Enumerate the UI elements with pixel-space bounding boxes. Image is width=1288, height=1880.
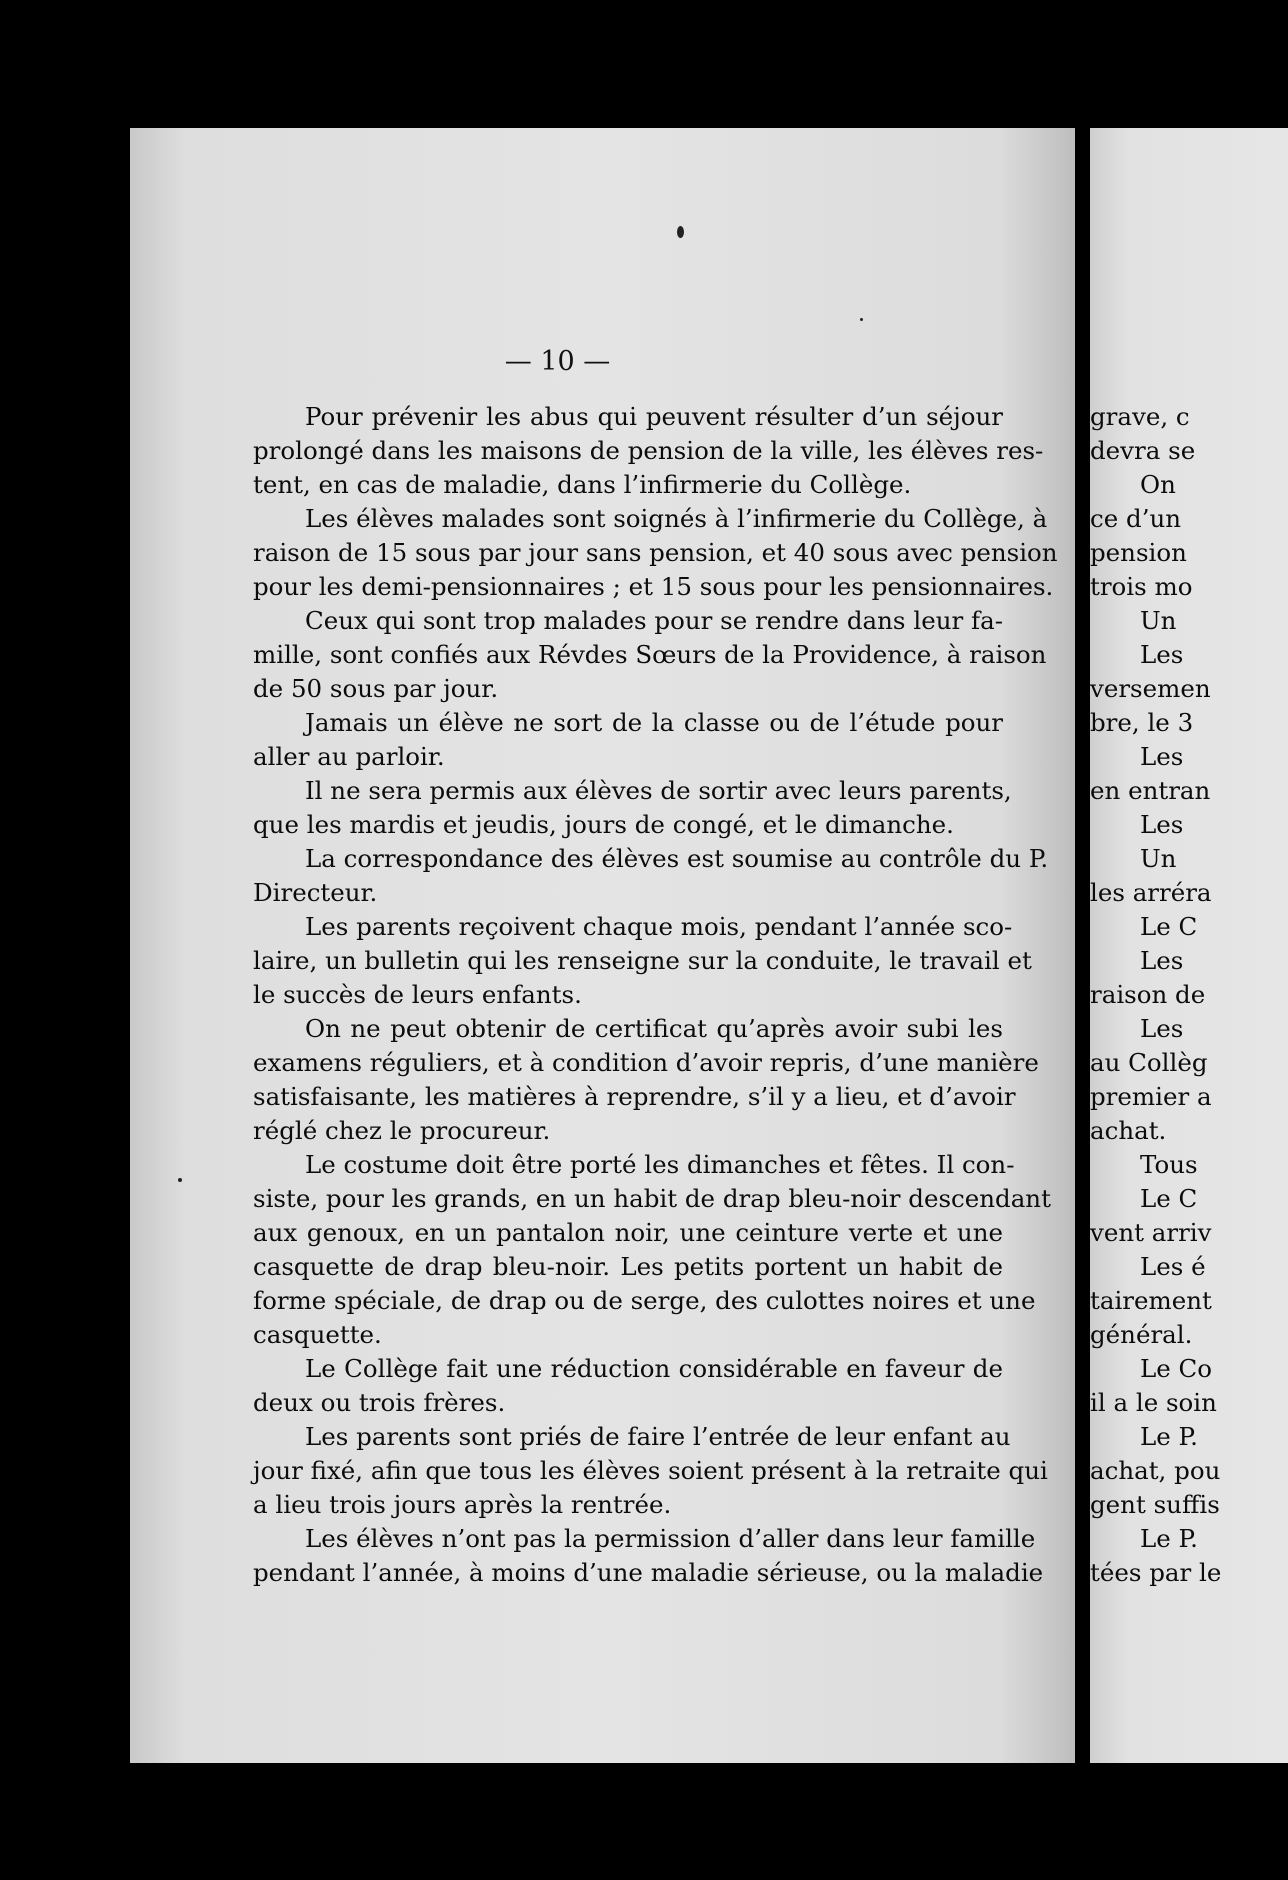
paragraph (253, 1522, 1044, 1590)
right-page-body (1090, 400, 1288, 1590)
text-line: Le P. (1140, 1422, 1198, 1451)
text-line: pendant l’année, à moins d’une maladie sérieuse, ou la maladie (253, 1558, 1044, 1587)
paragraph (253, 604, 1047, 706)
text-line: Les parents sont priés de faire l’entrée de leur enfant au (305, 1422, 1011, 1451)
text-line: aller au parloir. (253, 742, 445, 771)
text-line: au Collèg (1090, 1048, 1208, 1077)
ink-speck (178, 1178, 182, 1182)
text-line: prolongé dans les maisons de pension de la ville, les élèves res- (253, 436, 1044, 465)
text-line: Il ne sera permis aux élèves de sortir avec leurs parents, (305, 776, 1012, 805)
text-line: Le Co (1140, 1354, 1213, 1383)
text-line: Ceux qui sont trop malades pour se rendre dans leur fa- (305, 606, 1003, 635)
text-line: pension (1090, 538, 1187, 567)
text-line: Tous (1140, 1150, 1198, 1179)
paragraph (253, 706, 1003, 774)
text-line: les arréra (1090, 878, 1212, 907)
text-line: Le costume doit être porté les dimanches et fêtes. Il con- (305, 1150, 1015, 1179)
left-page (130, 128, 1075, 1763)
text-line: forme spéciale, de drap ou de serge, des culottes noires et une (253, 1286, 1036, 1315)
text-line: casquette. (253, 1320, 382, 1349)
paragraph (253, 1352, 1003, 1420)
ink-speck (860, 318, 863, 321)
text-line: Les (1140, 1014, 1184, 1043)
text-line: premier a (1090, 1082, 1212, 1111)
text-line: casquette de drap bleu-noir. Les petits portent un habit de (253, 1252, 1003, 1281)
text-line: aux genoux, en un pantalon noir, une ceinture verte et une (253, 1218, 1003, 1247)
text-line: Les (1140, 810, 1184, 839)
text-line: que les mardis et jeudis, jours de congé, et le dimanche. (253, 810, 954, 839)
text-line: Les élèves n’ont pas la permission d’aller dans leur famille (305, 1524, 1036, 1553)
text-line: Les é (1140, 1252, 1206, 1281)
text-line: achat, pou (1090, 1456, 1221, 1485)
text-line: réglé chez le procureur. (253, 1116, 551, 1145)
text-line: Le C (1140, 1184, 1198, 1213)
text-line: Les (1140, 742, 1184, 771)
text-line: deux ou trois frères. (253, 1388, 506, 1417)
text-line: Un (1140, 844, 1177, 873)
text-line: La correspondance des élèves est soumise au contrôle du P. (305, 844, 1049, 873)
text-line: Directeur. (253, 878, 378, 907)
text-line: le succès de leurs enfants. (253, 980, 582, 1009)
text-line: de 50 sous par jour. (253, 674, 499, 703)
text-line: ce d’un (1090, 504, 1182, 533)
paragraph (253, 1420, 1048, 1522)
text-line: en entran (1090, 776, 1211, 805)
text-line: Le Collège fait une réduction considérable en faveur de (305, 1354, 1003, 1383)
text-line: Jamais un élève ne sort de la classe ou de l’étude pour (305, 708, 1003, 737)
text-line: Le P. (1140, 1524, 1198, 1553)
text-line: siste, pour les grands, en un habit de drap bleu-noir descendant (253, 1184, 1051, 1213)
paragraph (253, 910, 1032, 1012)
text-line: Les (1140, 640, 1184, 669)
text-line: raison de (1090, 980, 1206, 1009)
text-line: examens réguliers, et à condition d’avoir repris, d’une manière (253, 1048, 1039, 1077)
text-line: tées par le (1090, 1558, 1222, 1587)
text-line: Les (1140, 946, 1184, 975)
paragraph (253, 1012, 1039, 1148)
text-line: tent, en cas de maladie, dans l’infirmerie du Collège. (253, 470, 912, 499)
text-line: vent arriv (1090, 1218, 1212, 1247)
text-line: tairement (1090, 1286, 1212, 1315)
text-line: versemen (1090, 674, 1211, 703)
paragraph (253, 774, 1012, 842)
paragraph (253, 842, 1049, 910)
text-line: raison de 15 sous par jour sans pension, et 40 sous avec pension (253, 538, 1058, 567)
text-line: mille, sont confiés aux Révdes Sœurs de la Providence, à raison (253, 640, 1047, 669)
ink-speck (677, 226, 684, 238)
paragraph (253, 400, 1044, 502)
text-line: devra se (1090, 436, 1196, 465)
text-line: général. (1090, 1320, 1193, 1349)
text-line: On (1140, 470, 1176, 499)
right-page (1090, 128, 1288, 1763)
paragraph (253, 1148, 1051, 1352)
text-line: gent suffis (1090, 1490, 1220, 1519)
text-line: On ne peut obtenir de certificat qu’après avoir subi les (305, 1014, 1003, 1043)
text-line: Les parents reçoivent chaque mois, pendant l’année sco- (305, 912, 1013, 941)
text-line: Pour prévenir les abus qui peuvent résulter d’un séjour (305, 402, 1003, 431)
text-line: satisfaisante, les matières à reprendre, s’il y a lieu, et d’avoir (253, 1082, 1016, 1111)
text-line: grave, c (1090, 402, 1190, 431)
text-line: trois mo (1090, 572, 1193, 601)
paragraph (253, 502, 1058, 604)
page-number: — 10 — (504, 346, 611, 377)
left-page-body (253, 400, 1058, 1590)
text-line: achat. (1090, 1116, 1167, 1145)
text-line: pour les demi-pensionnaires ; et 15 sous pour les pensionnaires. (253, 572, 1054, 601)
text-line: bre, le 3 (1090, 708, 1194, 737)
text-line: jour fixé, afin que tous les élèves soient présent à la retraite qui (253, 1456, 1048, 1485)
text-line: laire, un bulletin qui les renseigne sur la conduite, le travail et (253, 946, 1032, 975)
text-line: Le C (1140, 912, 1198, 941)
text-line: a lieu trois jours après la rentrée. (253, 1490, 672, 1519)
text-line: Un (1140, 606, 1177, 635)
text-line: Les élèves malades sont soignés à l’infirmerie du Collège, à (305, 504, 1048, 533)
text-line: il a le soin (1090, 1388, 1217, 1417)
